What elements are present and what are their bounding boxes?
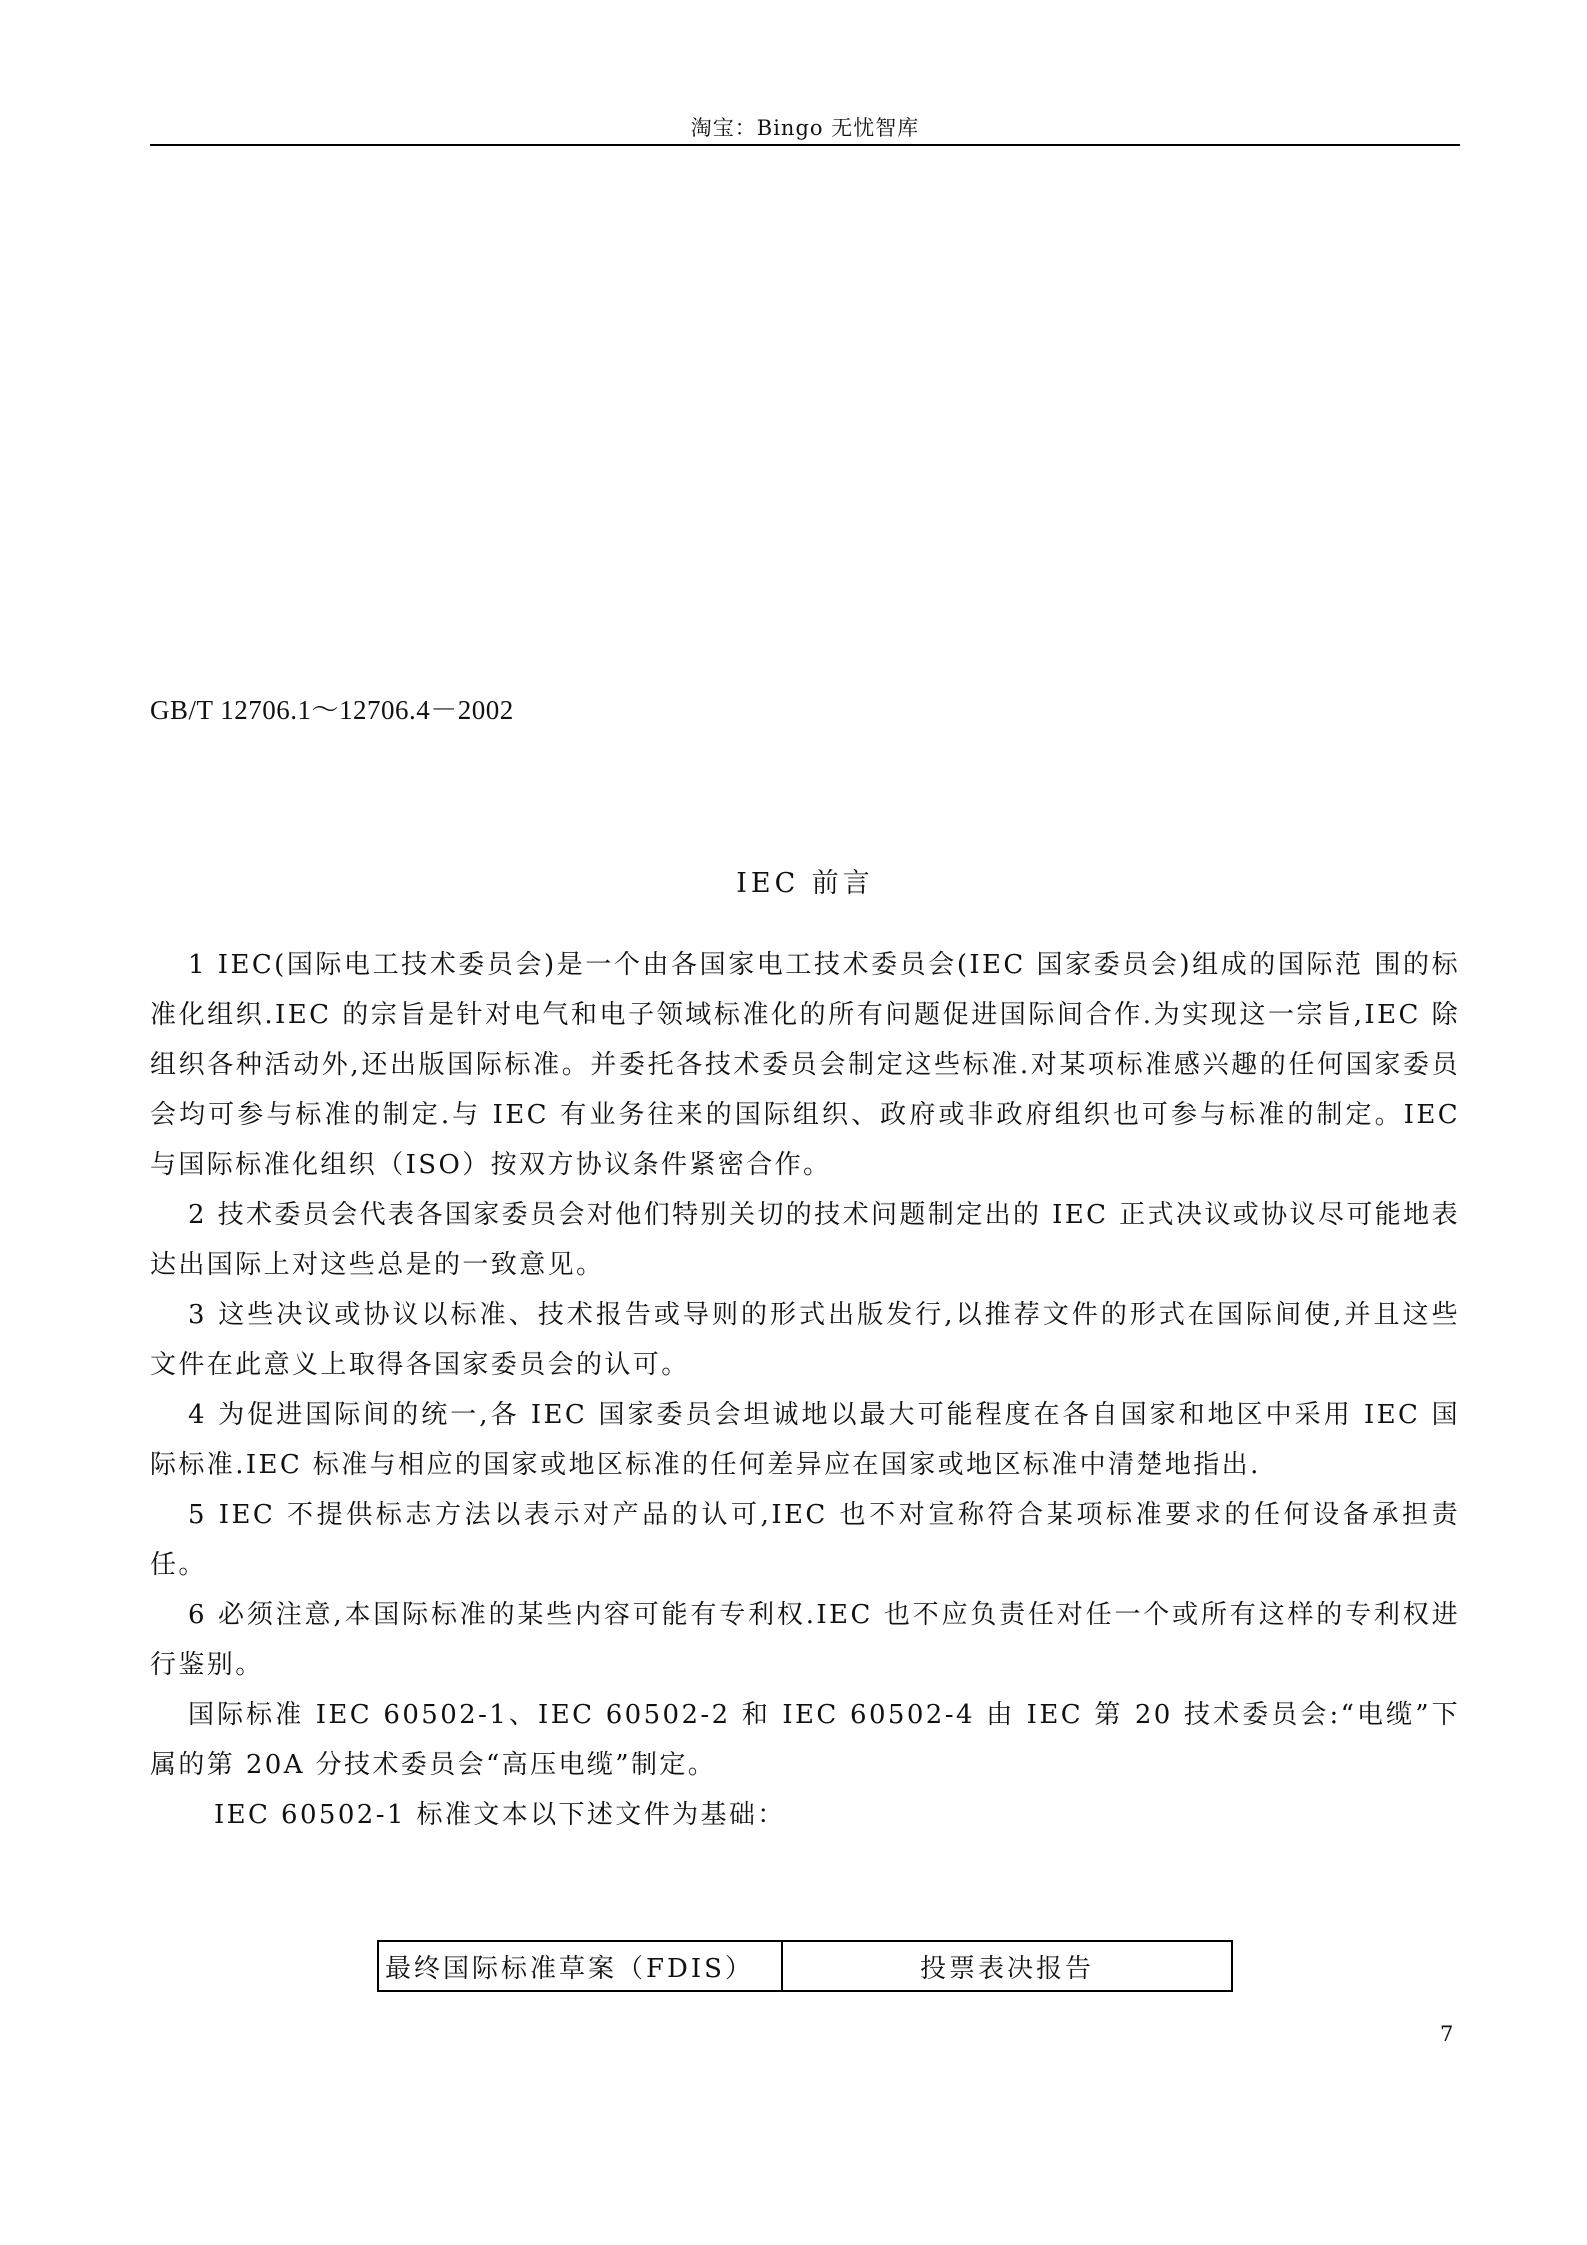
table-header-fdis: 最终国际标准草案（FDIS）	[378, 1941, 782, 1991]
paragraph-2: 2 技术委员会代表各国家委员会对他们特别关切的技术问题制定出的 IEC 正式决议或协议尽可能地表达出国际上对这些总是的一致意见。	[150, 1200, 1460, 1280]
table-header-vote-report: 投票表决报告	[782, 1941, 1232, 1991]
page-header: 淘宝：Bingo 无忧智库	[690, 116, 920, 140]
paragraph-5: 5 IEC 不提供标志方法以表示对产品的认可,IEC 也不对宣称符合某项标准要求的任何设备承担责任。	[150, 1500, 1460, 1580]
paragraph-6: 6 必须注意,本国际标准的某些内容可能有专利权.IEC 也不应负责任对任一个或所有这样的专利权进行鉴别。	[150, 1600, 1460, 1680]
section-title: IEC 前言	[736, 868, 874, 899]
paragraph-basis: IEC 60502-1 标准文本以下述文件为基础：	[214, 1800, 786, 1830]
paragraph-1: 1 IEC(国际电工技术委员会)是一个由各国家电工技术委员会(IEC 国家委员会)组成的国际范 围的标准化组织.IEC 的宗旨是针对电气和电子领域标准化的所有问题促进国际间合作.为实现这一宗旨,IEC 除组织各种活动外,还出版国际标准。并委托各技术委员会制定这些标准.对某项标准感兴趣的任何国家委员会均可参与标准的制定.与 IEC 有业务往来的国际组织、政府或非政府组织也可参与标准的制定。IEC 与国际标准化组织（ISO）按双方协议条件紧密合作。	[150, 950, 1460, 1180]
paragraph-4: 4 为促进国际间的统一,各 IEC 国家委员会坦诚地以最大可能程度在各自国家和地区中采用 IEC 国际标准.IEC 标准与相应的国家或地区标准的任何差异应在国家或地区标准中清楚地指出.	[150, 1400, 1460, 1480]
body-text	[150, 940, 1460, 1840]
paragraph-committee: 国际标准 IEC 60502-1、IEC 60502-2 和 IEC 60502-4 由 IEC 第 20 技术委员会:“电缆”下属的第 20A 分技术委员会“高压电缆”制定。	[150, 1700, 1460, 1780]
basis-table	[377, 1940, 1233, 1992]
header-rule	[150, 144, 1460, 146]
paragraph-3: 3 这些决议或协议以标准、技术报告或导则的形式出版发行,以推荐文件的形式在国际间使,并且这些文件在此意义上取得各国家委员会的认可。	[150, 1300, 1460, 1380]
standard-code: GB/T 12706.1～12706.4－2002	[150, 695, 514, 725]
table-header-row	[378, 1941, 1232, 1991]
page-number: 7	[1440, 2022, 1454, 2046]
